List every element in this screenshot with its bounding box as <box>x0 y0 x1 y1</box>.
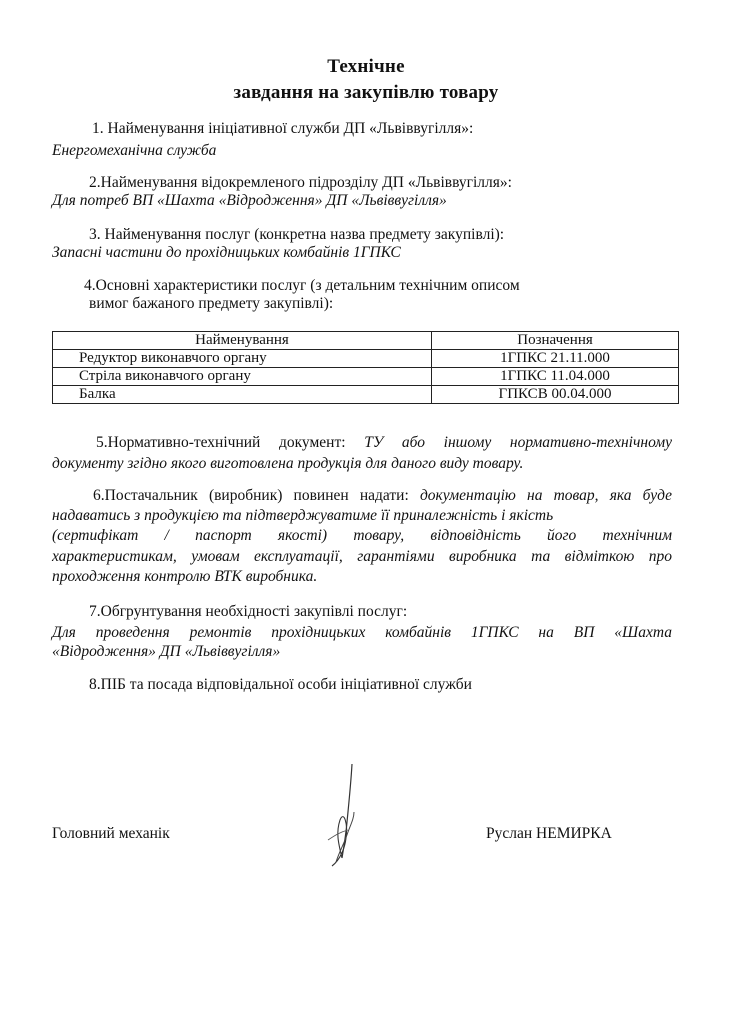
section-5-line-1 <box>96 434 672 452</box>
section-4-heading-line-1: 4.Основні характеристики послуг (з детальним технічним описом <box>84 277 520 294</box>
section-7-value-1: Для проведення ремонтів прохідницьких комбайнів 1ГПКС на ВП «Шахта <box>52 624 672 641</box>
section-5-value-2: документу згідно якого виготовлена продукція для даного виду товару. <box>52 455 524 472</box>
table-cell-name: Редуктор виконавчого органу <box>53 350 432 368</box>
signer-position: Головний механік <box>52 825 170 842</box>
section-6-value-2: надаватись з продукцією та підтверджуватиме її приналежність і якість <box>52 507 554 524</box>
table-cell-designation: ГПКСВ 00.04.000 <box>432 386 679 404</box>
section-4-heading-line-2: вимог бажаного предмету закупівлі): <box>89 295 334 312</box>
section-5-label: 5.Нормативно-технічний документ: <box>96 434 346 451</box>
section-3-value: Запасні частини до прохідницьких комбайнів 1ГПКС <box>52 244 401 261</box>
table-row <box>53 368 679 386</box>
section-2-value: Для потреб ВП «Шахта «Відродження» ДП «Львіввугілля» <box>52 192 447 209</box>
section-6-label: 6.Постачальник (виробник) повинен надати: <box>93 487 409 504</box>
table-cell-designation: 1ГПКС 21.11.000 <box>432 350 679 368</box>
section-1-heading: 1. Найменування ініціативної служби ДП «Львіввугілля»: <box>92 120 474 137</box>
signature <box>318 762 368 872</box>
section-6-value-4: характеристикам, умовам експлуатації, гарантіями виробника та відміткою про <box>52 548 672 565</box>
table-cell-designation: 1ГПКС 11.04.000 <box>432 368 679 386</box>
section-3-heading: 3. Найменування послуг (конкретна назва предмету закупівлі): <box>89 226 505 243</box>
section-6-value-1: документацію на товар, яка буде <box>419 487 673 504</box>
table-cell-name: Стріла виконавчого органу <box>53 368 432 386</box>
section-7-value-2: «Відродження» ДП «Львіввугілля» <box>52 643 281 660</box>
section-5-value-1: ТУ або іншому нормативно-технічному <box>364 434 672 451</box>
signer-name: Руслан НЕМИРКА <box>486 825 612 842</box>
title-line-2: завдання на закупівлю товару <box>233 82 499 103</box>
table-row <box>53 386 679 404</box>
section-1-value: Енергомеханічна служба <box>52 142 217 159</box>
section-6-value-3: (сертифікат / паспорт якості) товару, відповідність його технічним <box>52 527 672 544</box>
section-6-line-1 <box>93 487 672 505</box>
table-row <box>53 350 679 368</box>
section-2-heading: 2.Найменування відокремленого підрозділу ДП «Львіввугілля»: <box>89 174 512 191</box>
section-8-heading: 8.ПІБ та посада відповідальної особи ініціативної служби <box>89 676 472 693</box>
section-7-heading: 7.Обгрунтування необхідності закупівлі послуг: <box>89 603 408 620</box>
table-header-designation: Позначення <box>432 332 679 350</box>
table-header-name: Найменування <box>53 332 432 350</box>
section-6-value-5: проходження контролю ВТК виробника. <box>52 568 318 585</box>
title-line-1: Технічне <box>327 56 405 77</box>
characteristics-table <box>52 331 679 404</box>
table-header-row <box>53 332 679 350</box>
table-cell-name: Балка <box>53 386 432 404</box>
